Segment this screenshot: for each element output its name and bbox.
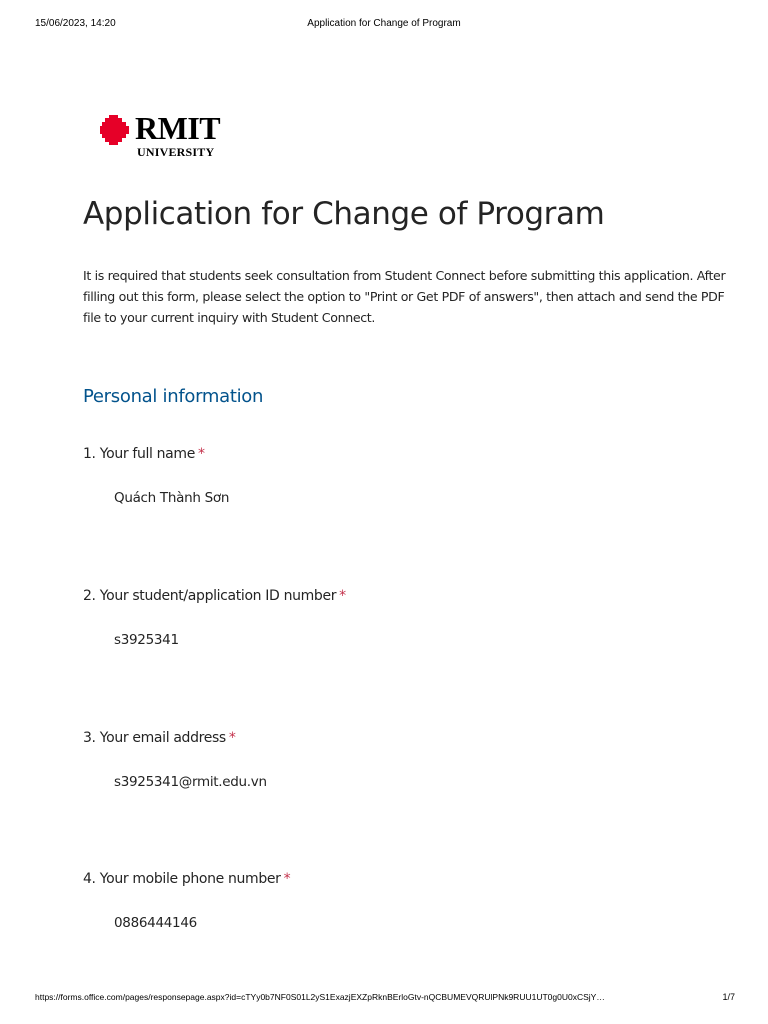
- question-student-id: [83, 588, 703, 648]
- rmit-logo: [100, 112, 230, 162]
- answer-student-id: s3925341: [114, 632, 179, 648]
- print-footer: [35, 992, 735, 1006]
- question-full-name: [83, 446, 703, 506]
- question-label: [83, 730, 703, 746]
- required-marker: *: [228, 730, 236, 746]
- question-label: [83, 446, 703, 462]
- question-number: 3.: [83, 730, 96, 746]
- required-marker: *: [339, 588, 346, 604]
- rmit-pixel-emblem-icon: [100, 115, 132, 145]
- question-label: [83, 871, 703, 887]
- question-text: Your mobile phone number: [99, 871, 281, 887]
- print-doc-title: Application for Change of Program: [307, 18, 461, 29]
- answer-email-address: s3925341@rmit.edu.vn: [114, 774, 267, 790]
- question-text: Your student/application ID number: [99, 588, 337, 604]
- print-page-number: 1/7: [722, 992, 735, 1002]
- question-number: 2.: [83, 588, 96, 604]
- print-header: [35, 18, 733, 32]
- question-mobile-phone: [83, 871, 703, 931]
- question-number: 1.: [83, 446, 96, 462]
- answer-mobile-phone: 0886444146: [114, 915, 197, 931]
- print-datetime: 15/06/2023, 14:20: [35, 18, 116, 29]
- question-text: Your full name: [99, 446, 195, 462]
- question-email-address: [83, 730, 703, 790]
- answer-full-name: Quách Thành Sơn: [114, 490, 230, 506]
- required-marker: *: [283, 871, 291, 887]
- question-text: Your email address: [99, 730, 226, 746]
- section-title-personal-information: Personal information: [83, 386, 264, 407]
- question-label: [83, 588, 703, 604]
- logo-wordmark: RMIT: [135, 110, 221, 146]
- form-title: Application for Change of Program: [83, 196, 605, 232]
- print-footer-url: https://forms.office.com/pages/responsepage.aspx?id=cTYy0b7NF0S01L2yS1ExazjEXZpRknBErloGtv-nQCBUMEVQRUlPNk9RUU1UT0g0U0xCSjY…: [35, 992, 605, 1002]
- required-marker: *: [197, 446, 205, 462]
- form-description: It is required that students seek consultation from Student Connect before submitting this application. After filling out this form, please select the option to "Print or Get PDF of answers", then attach and send the PDF file to your current inquiry with Student Connect.: [83, 268, 726, 325]
- logo-subtitle: UNIVERSITY: [137, 145, 215, 159]
- question-number: 4.: [83, 871, 96, 887]
